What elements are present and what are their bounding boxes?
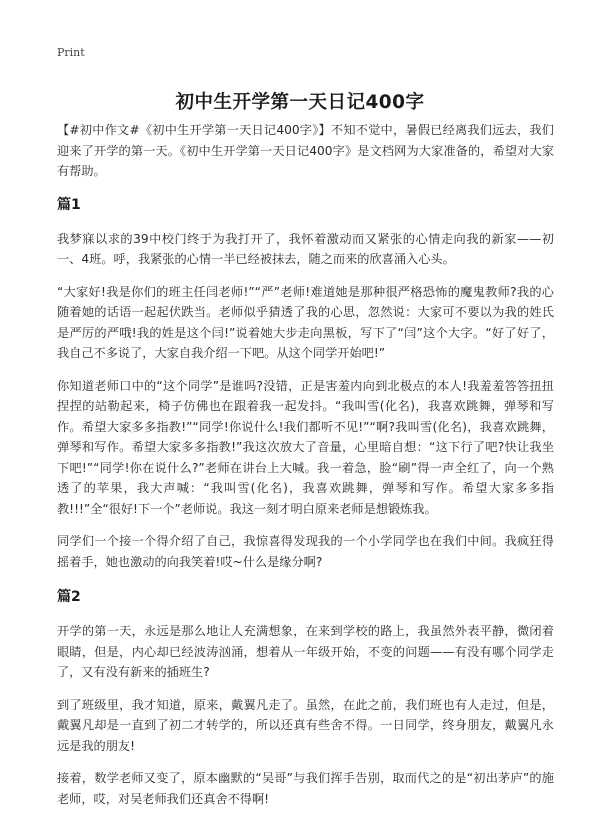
section-heading-1: 篇1 <box>57 196 81 213</box>
paragraph: 开学的第一天，永远是那么地让人充满想象，在来到学校的路上，我虽然外表平静，微闭着眼睛，但是，内心却已经波涛汹涌，想着从一年级开始，不变的问题——有没有哪个同学走了，又有没有新来的插班生? <box>57 624 554 679</box>
paragraph: 你知道老师口中的“这个同学”是谁吗?没错，正是害羞内向到北极点的本人!我羞羞答答扭扭捏捏的站勒起来，椅子仿佛也在跟着我一起发抖。“我叫雪(化名)，我喜欢跳舞，弹琴和写作。希望大家多多指教!”“同学!你说什么!我们都听不见!”“啊?我叫雪(化名)，我喜欢跳舞，弹琴和写作。希望大家多多指教!”我这次放大了音量，心里暗自想：“这下行了吧?快让我坐下吧!”“同学!你在说什么?”老师在讲台上大喊。我一着急，脸“刷”得一声全红了，向一个熟透了的苹果，我大声喊：“我叫雪(化名)，我喜欢跳舞，弹琴和写作。希望大家多多指教!!!”全“很好!下一个”老师说。我这一刻才明白原来老师是想锻炼我。 <box>57 378 554 516</box>
paragraph: 接着，数学老师又变了，原本幽默的“吴哥”与我们挥手告别，取而代之的是“初出茅庐”的施老师，哎，对吴老师我们还真舍不得啊! <box>57 771 554 806</box>
paragraph: 到了班级里，我才知道，原来，戴翼凡走了。虽然，在此之前，我们班也有人走过，但是，戴翼凡却是一直到了初二才转学的，所以还真有些舍不得。一日同学，终身朋友，戴翼凡永远是我的朋友! <box>57 697 554 753</box>
section-heading-2: 篇2 <box>57 589 81 605</box>
paragraph: 我梦寐以求的39中校门终于为我打开了，我怀着激动而又紧张的心情走向我的新家——初一、4班。呼，我紧张的心情一半已经被抹去，随之而来的欣喜涌入心头。 <box>57 231 554 266</box>
paragraph: 同学们一个接一个得介绍了自己，我惊喜得发现我的一个小学同学也在我们中间。我疯狂得摇着手，她也激动的向我笑着!哎~什么是缘分啊? <box>57 534 554 569</box>
paragraph: “大家好!我是你们的班主任闫老师!”“严”老师!难道她是那种很严格恐怖的魔鬼教师?我的心随着她的话语一起起伏跌当。老师似乎猜透了我的心思，忽然说：大家可不要以为我的姓氏是严厉的严哦!我的姓是这个闫!”说着她大步走向黑板，写下了“闫”这个大字。“好了好了，我自己不多说了，大家自我介绍一下吧。从这个同学开始吧!” <box>57 284 554 360</box>
page-title: 初中生开学第一天日记400字 <box>175 92 425 114</box>
article-body <box>57 120 554 809</box>
intro-paragraph: 【#初中作文#《初中生开学第一天日记400字》】不知不觉中，暑假已经离我们远去，我们迎来了开学的第一天。《初中生开学第一天日记400字》是文档网为大家准备的，希望对大家有帮助。 <box>57 123 554 178</box>
print-label: Print <box>57 46 85 59</box>
